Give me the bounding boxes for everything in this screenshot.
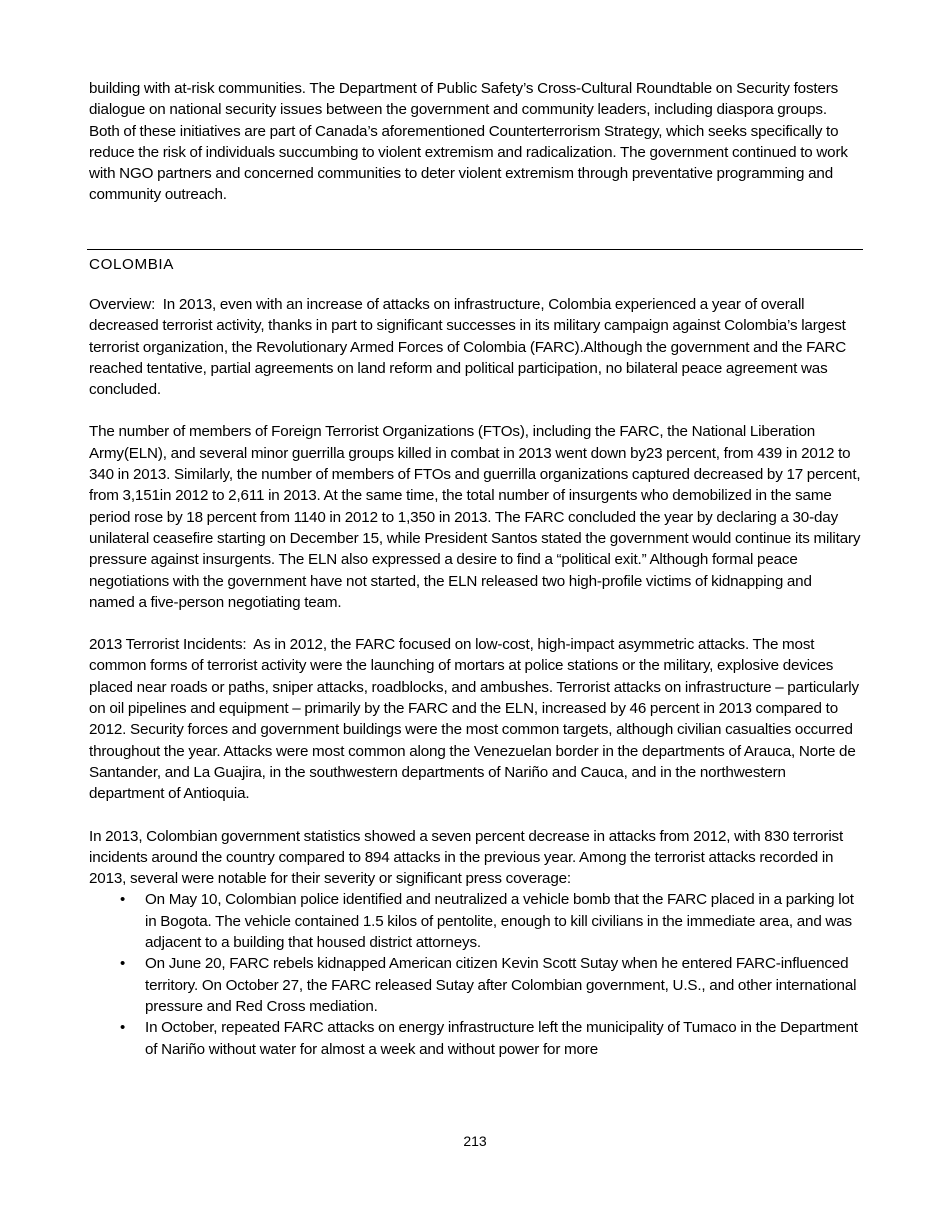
overview-label: Overview:	[89, 296, 156, 313]
incidents-label: 2013 Terrorist Incidents:	[89, 636, 247, 654]
overview-paragraph	[89, 294, 861, 400]
incidents-paragraph	[89, 634, 861, 804]
continuation-paragraph: building with at-risk communities. The Department of Public Safety’s Cross-Cultural Roundtable on Security fosters dialogue on national security issues between the government and community leaders, including diaspora groups. Both of these initiatives are part of Canada’s aforementioned Counterterrorism Strategy, which seeks specifically to reduce the risk of individuals succumbing to violent extremism and radicalization. The government continued to work with NGO partners and concerned communities to deter violent extremism through preventative programming and community outreach.	[89, 80, 848, 204]
document-page-top	[89, 78, 861, 206]
bullet-text: On May 10, Colombian police identified and neutralized a vehicle bomb that the FARC placed in a parking lot in Bogota. The vehicle contained 1.5 kilos of pentolite, enough to kill civilians in the immediate area, and was adjacent to a building that housed district attorneys.	[145, 891, 854, 952]
paragraph-gap	[89, 613, 861, 634]
bullet-text: In October, repeated FARC attacks on energy infrastructure left the municipality of Tumaco in the Department of Nariño without water for almost a week and without power for more	[145, 1019, 858, 1058]
bullet-icon: •	[120, 955, 126, 973]
list-item	[89, 889, 861, 953]
incidents-text: As in 2012, the FARC focused on low-cost, high-impact asymmetric attacks. The most common forms of terrorist activity were the launching of mortars at police stations or the military, explosive devices placed near roads or paths, sniper attacks, roadblocks, and ambushes. Terrorist attacks on infrastructure – particularly on oil pipelines and equipment – primarily by the FARC and the ELN, increased by 46 percent in 2013 compared to 2012. Security forces and government buildings were the most common targets, although civilian casualties occurred throughout the year. Attacks were most common along the Venezuelan border in the departments of Arauca, Norte de Santander, and La Guajira, in the southwestern departments of Nariño and Cauca, and in the northwestern department of Antioquia.	[89, 636, 859, 803]
paragraph-gap	[89, 400, 861, 421]
bullet-icon: •	[120, 1019, 126, 1037]
list-item	[89, 1017, 861, 1060]
section-divider	[87, 249, 863, 250]
section-body	[89, 294, 861, 1060]
statistics-paragraph: In 2013, Colombian government statistics showed a seven percent decrease in attacks from 2012, with 830 terrorist incidents around the country compared to 894 attacks in the previous year. Among the terrorist attacks recorded in 2013, several were notable for their severity or significant press coverage:	[89, 827, 844, 888]
section-title: COLOMBIA	[89, 256, 174, 273]
members-paragraph: The number of members of Foreign Terrorist Organizations (FTOs), including the FARC, the National Liberation Army(ELN), and several minor guerrilla groups killed in combat in 2013 went down by23 percent, from 439 in 2012 to 340 in 2013. Similarly, the number of members of FTOs and guerrilla organizations captured decreased by 17 percent, from 3,151in 2012 to 2,611 in 2013. At the same time, the total number of insurgents who demobilized in the same period rose by 18 percent from 1140 in 2012 to 1,350 in 2013. The FARC concluded the year by declaring a 30-day unilateral ceasefire starting on December 15, while President Santos stated the government would continue its military pressure against insurgents. The ELN also expressed a desire to find a “political exit.” Although formal peace negotiations with the government have not started, the ELN released two high-profile victims of kidnapping and named a five-person negotiating team.	[89, 423, 861, 611]
list-item	[89, 953, 861, 1017]
bullet-icon: •	[120, 891, 126, 909]
paragraph-gap	[89, 805, 861, 826]
bullet-text: On June 20, FARC rebels kidnapped American citizen Kevin Scott Sutay when he entered FARC-influenced territory. On October 27, the FARC released Sutay after Colombian government, U.S., and other international pressure and Red Cross mediation.	[145, 955, 857, 1015]
incident-bullet-list	[89, 889, 861, 1059]
page-number: 213	[463, 1133, 487, 1149]
overview-text: In 2013, even with an increase of attacks on infrastructure, Colombia experienced a year of overall decreased terrorist activity, thanks in part to significant successes in its military campaign against Colombia’s largest terrorist organization, the Revolutionary Armed Forces of Colombia (FARC).Although the government and the FARC reached tentative, partial agreements on land reform and political participation, no bilateral peace agreement was concluded.	[89, 296, 847, 399]
